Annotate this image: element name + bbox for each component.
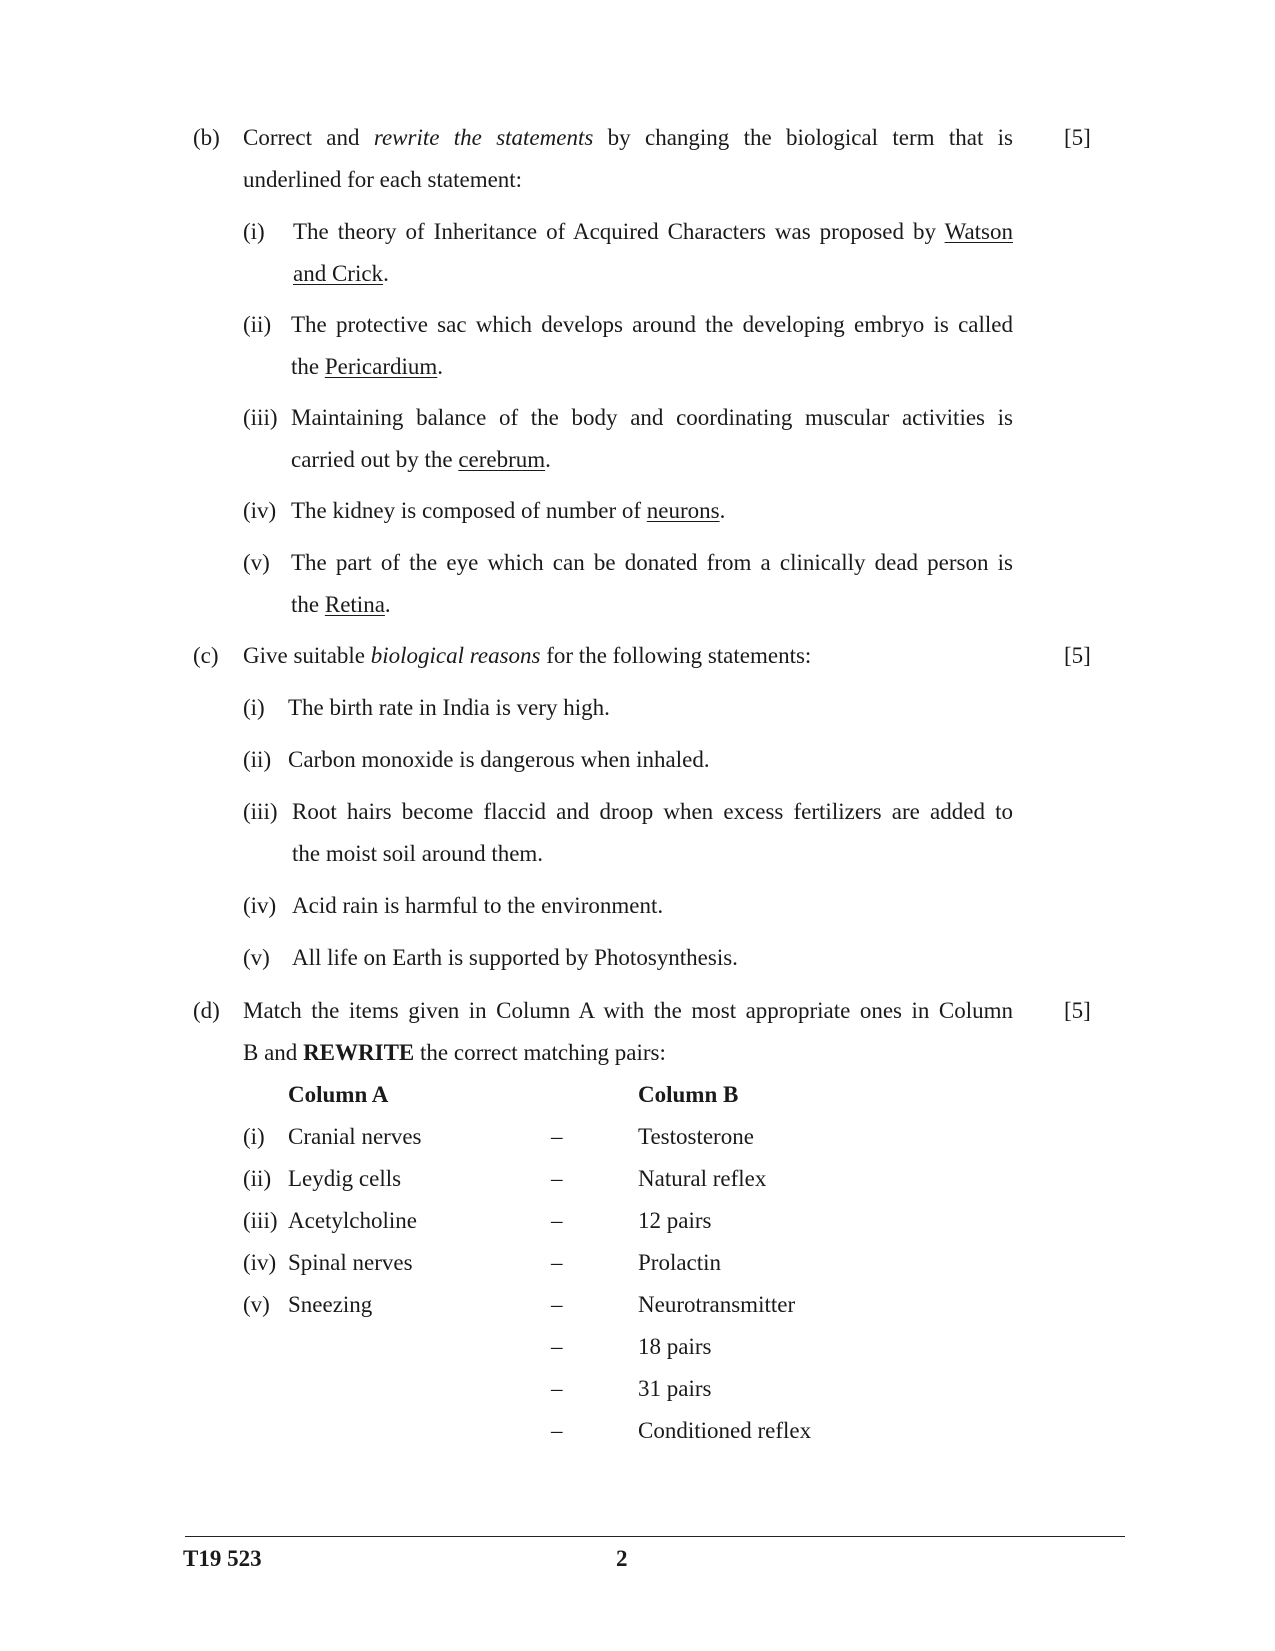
item-number: (i) <box>243 1124 265 1149</box>
section-b-intro-em: rewrite the statements <box>373 125 594 150</box>
match-dash: – <box>551 1418 563 1443</box>
c-item-1-text: The birth rate in India is very high. <box>288 695 610 720</box>
column-b-item: 12 pairs <box>638 1208 712 1233</box>
punctuation: . <box>719 498 726 523</box>
match-dash: – <box>551 1124 563 1149</box>
match-dash: – <box>551 1376 563 1401</box>
section-c-intro <box>243 644 811 667</box>
section-d-intro-post: the correct matching pairs: <box>420 1040 666 1065</box>
item-number: (iii) <box>243 1208 278 1233</box>
b-item-5-pre: the <box>291 592 320 617</box>
punctuation: . <box>384 592 391 617</box>
underlined-term: cerebrum <box>458 447 546 472</box>
b-item-1-text: The theory of Inheritance of Acquired Characters was proposed by <box>293 219 936 244</box>
item-number: (v) <box>243 1292 270 1317</box>
item-number: (ii) <box>243 312 272 337</box>
item-number: (v) <box>243 550 270 575</box>
c-item-3-line2: the moist soil around them. <box>292 841 544 866</box>
b-item-4-line <box>291 499 725 522</box>
section-d-intro-line1: Match the items given in Column A with the most appropriate ones in Column <box>243 998 1013 1023</box>
b-item-3-line1: Maintaining balance of the body and coordinating muscular activities is <box>291 405 1013 430</box>
section-d-marks: [5] <box>1064 998 1091 1023</box>
underlined-term: neurons <box>646 498 720 523</box>
section-c-intro-em: biological reasons <box>370 643 541 668</box>
underlined-term: and Crick <box>293 261 384 286</box>
b-item-1-line1 <box>293 220 1013 243</box>
underlined-term: Watson <box>944 219 1013 244</box>
section-b-marks: [5] <box>1064 125 1091 150</box>
column-b-item: Prolactin <box>638 1250 722 1275</box>
b-item-1-line2 <box>293 262 389 285</box>
item-number: (iv) <box>243 893 277 918</box>
column-a-item: Leydig cells <box>288 1166 402 1191</box>
column-a-item: Cranial nerves <box>288 1124 422 1149</box>
item-number: (i) <box>243 219 265 244</box>
item-number: (ii) <box>243 747 272 772</box>
section-b-label: (b) <box>193 125 220 150</box>
footer-divider <box>185 1536 1125 1537</box>
item-number: (iii) <box>243 405 278 430</box>
b-item-4-text: The kidney is composed of number of <box>291 498 642 523</box>
column-a-item: Sneezing <box>288 1292 373 1317</box>
b-item-3-line2 <box>291 448 551 471</box>
column-b-item: 18 pairs <box>638 1334 712 1359</box>
item-number: (v) <box>243 945 270 970</box>
column-b-item: 31 pairs <box>638 1376 712 1401</box>
c-item-3-line1: Root hairs become flaccid and droop when excess fertilizers are added to <box>292 799 1013 824</box>
match-dash: – <box>551 1292 563 1317</box>
b-item-2-line1: The protective sac which develops around the developing embryo is called <box>291 312 1013 337</box>
section-d-label: (d) <box>193 998 220 1023</box>
column-b-item: Conditioned reflex <box>638 1418 812 1443</box>
section-c-intro-pre: Give suitable <box>243 643 365 668</box>
underlined-term: Retina <box>324 592 385 617</box>
column-a-item: Spinal nerves <box>288 1250 413 1275</box>
item-number: (i) <box>243 695 265 720</box>
page-number: 2 <box>616 1546 628 1571</box>
section-b-intro <box>243 126 1013 149</box>
section-c-label: (c) <box>193 643 219 668</box>
column-b-item: Neurotransmitter <box>638 1292 796 1317</box>
section-b-intro-line2: underlined for each statement: <box>243 167 523 192</box>
column-a-header: Column A <box>288 1082 389 1107</box>
b-item-2-line2 <box>291 355 443 378</box>
column-b-item: Testosterone <box>638 1124 754 1149</box>
item-number: (iv) <box>243 1250 277 1275</box>
punctuation: . <box>545 447 551 472</box>
section-b-intro-pre: Correct and <box>243 125 360 150</box>
match-dash: – <box>551 1334 563 1359</box>
paper-code: T19 523 <box>183 1546 262 1571</box>
section-c-intro-post: for the following statements: <box>546 643 812 668</box>
match-dash: – <box>551 1250 563 1275</box>
section-d-intro-bold: REWRITE <box>303 1040 415 1065</box>
section-d-intro-line2 <box>243 1041 666 1064</box>
punctuation: . <box>383 261 389 286</box>
b-item-2-pre: the <box>291 354 320 379</box>
b-item-3-pre: carried out by the <box>291 447 453 472</box>
item-number: (iv) <box>243 498 277 523</box>
column-b-header: Column B <box>638 1082 739 1107</box>
c-item-2-text: Carbon monoxide is dangerous when inhaled. <box>288 747 710 772</box>
item-number: (iii) <box>243 799 278 824</box>
match-dash: – <box>551 1166 563 1191</box>
column-b-item: Natural reflex <box>638 1166 767 1191</box>
section-c-marks: [5] <box>1064 643 1091 668</box>
item-number: (ii) <box>243 1166 272 1191</box>
punctuation: . <box>437 354 444 379</box>
b-item-5-line2 <box>291 593 391 616</box>
section-b-intro-post: by changing the biological term that is <box>607 125 1014 150</box>
underlined-term: Pericardium <box>324 354 438 379</box>
b-item-5-line1: The part of the eye which can be donated from a clinically dead person is <box>291 550 1013 575</box>
column-a-item: Acetylcholine <box>288 1208 418 1233</box>
c-item-5-text: All life on Earth is supported by Photosynthesis. <box>292 945 738 970</box>
section-d-intro-pre: B and <box>243 1040 298 1065</box>
match-dash: – <box>551 1208 563 1233</box>
c-item-4-text: Acid rain is harmful to the environment. <box>292 893 664 918</box>
